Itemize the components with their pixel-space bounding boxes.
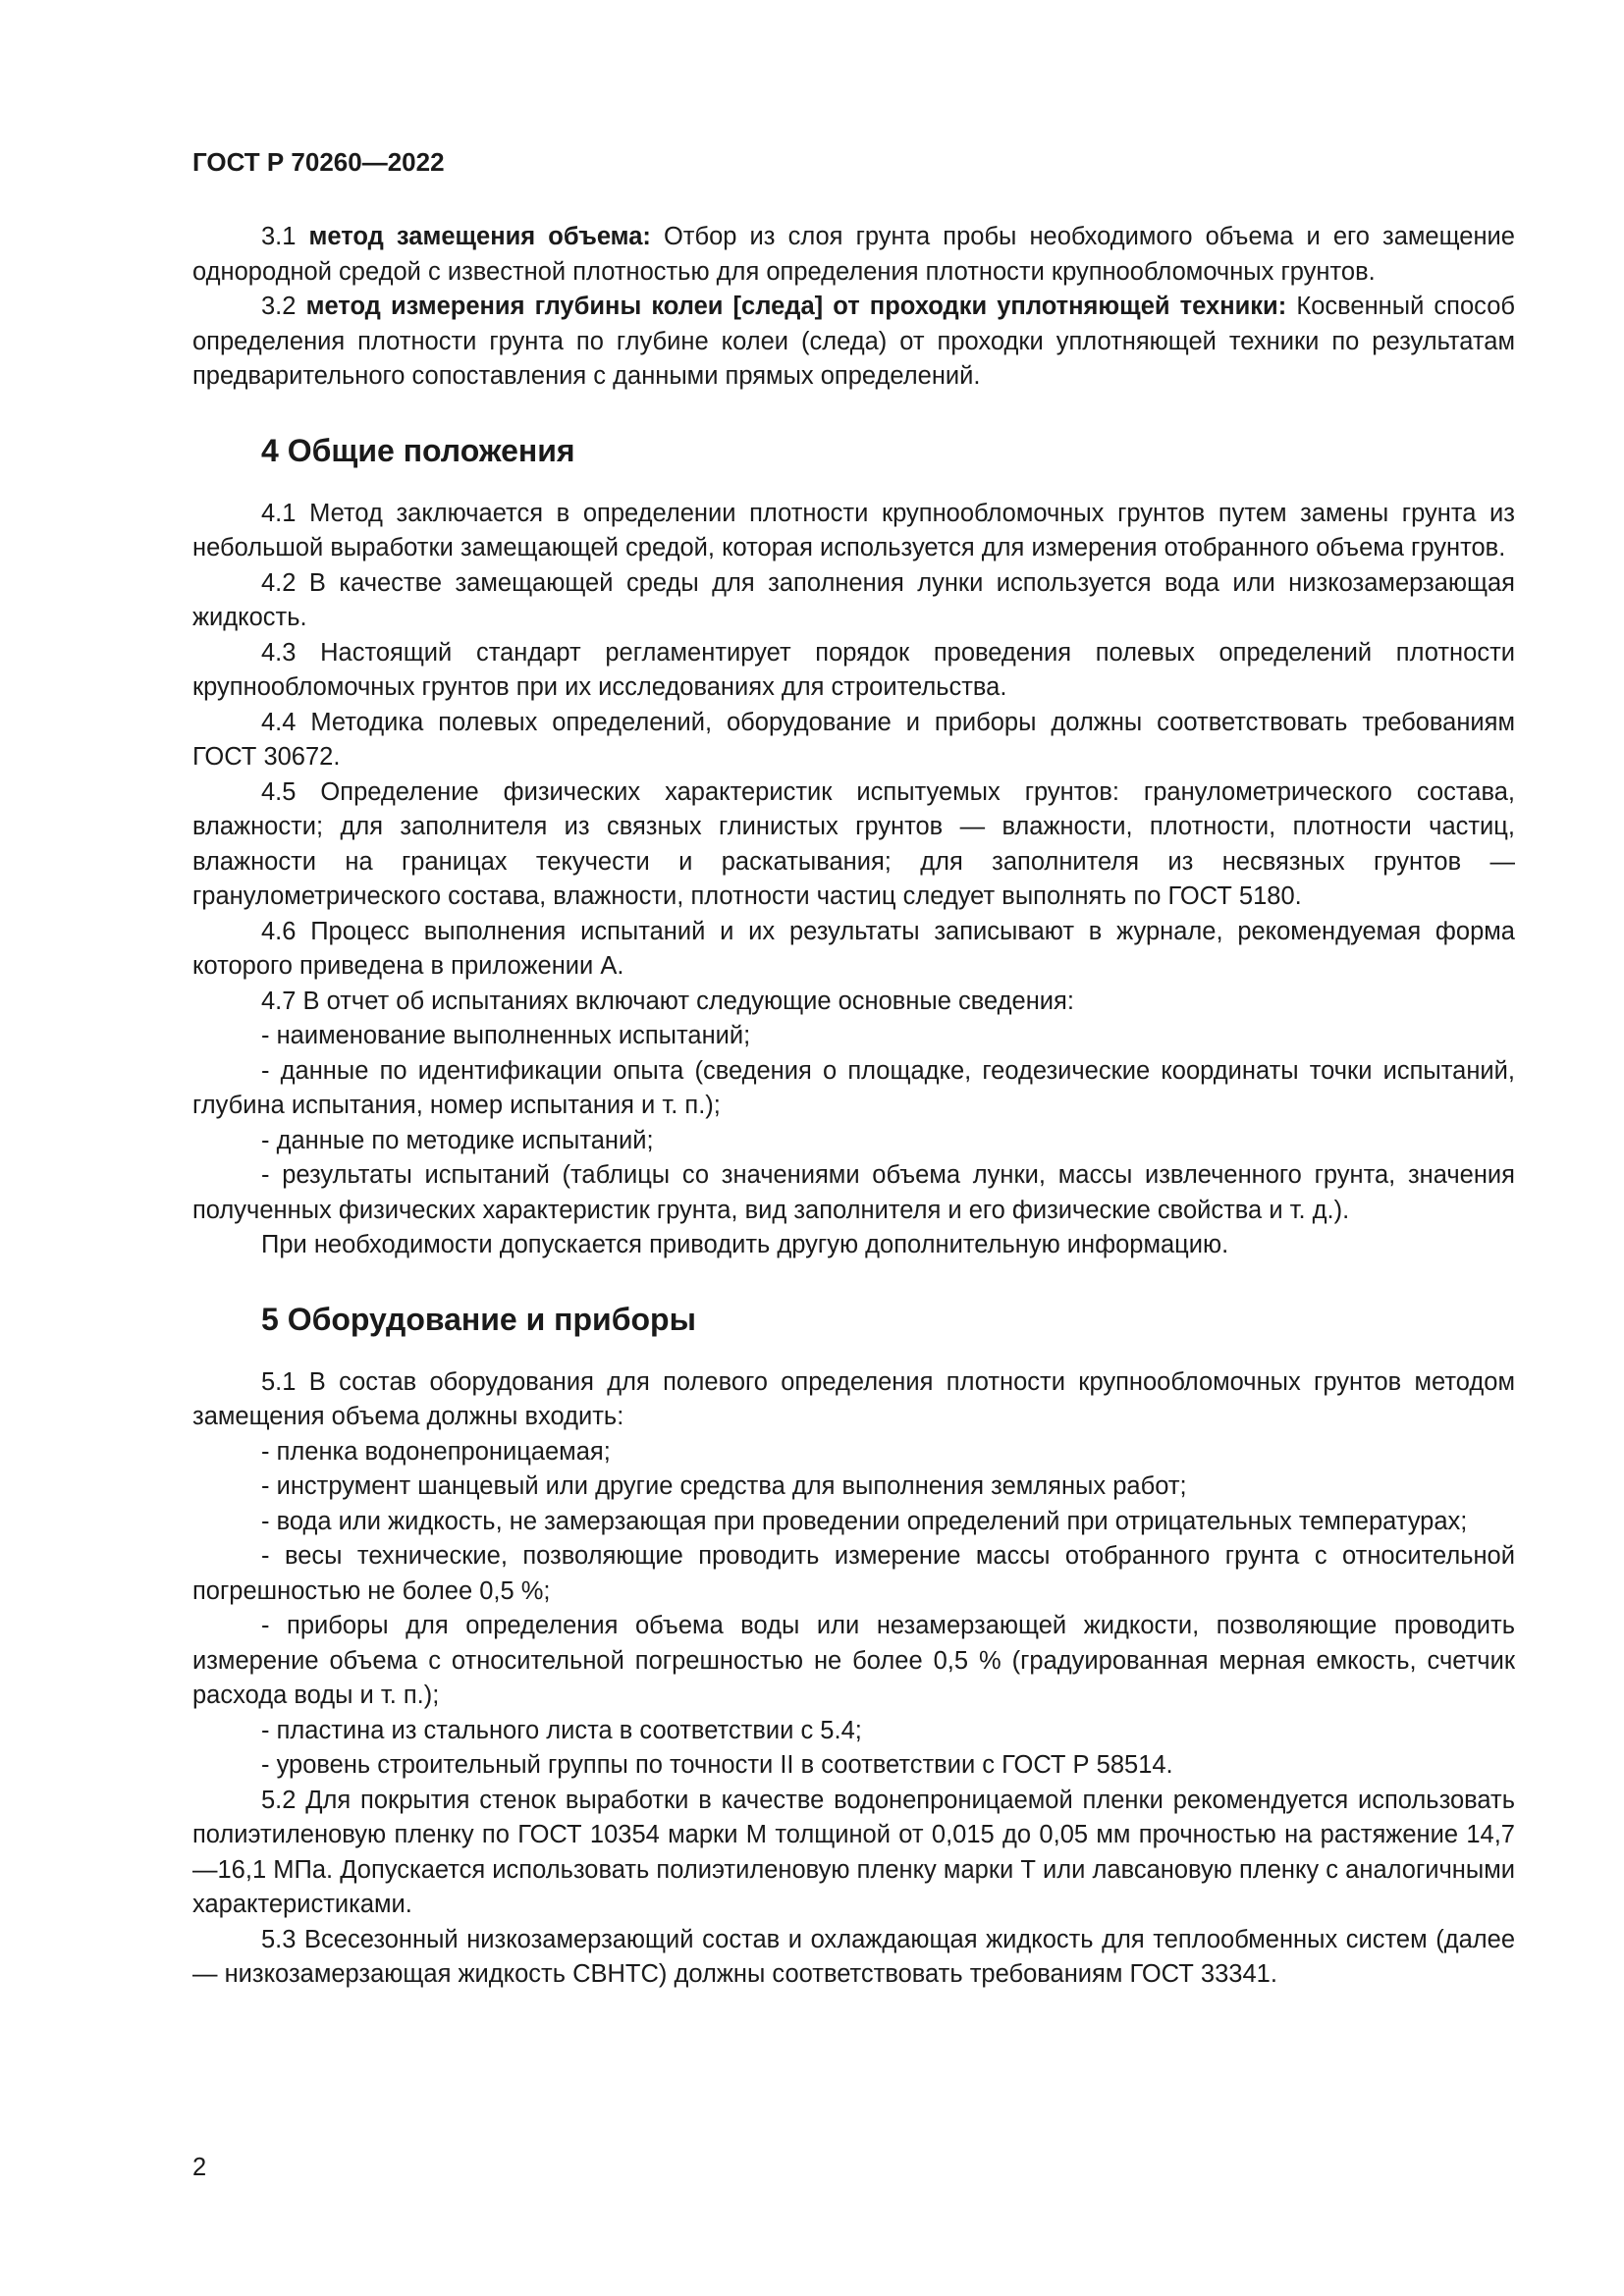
definition-3-2: [192, 290, 1515, 395]
list-item: - наименование выполненных испытаний;: [261, 1022, 751, 1049]
list-item: - пластина из стального листа в соответствии с 5.4;: [261, 1716, 862, 1744]
clause-4-7: 4.7 В отчет об испытаниях включают следующие основные сведения:: [261, 987, 1074, 1015]
clause-4-5: 4.5 Определение физических характеристик испытуемых грунтов: гранулометрического состава, влажности; для заполнителя из связных глинистых грунтов — влажности, плотности, плотности частиц, влажности на границах текучести и раскатывания; для заполнителя из несвязных грунтов — гранулометрического состава, влажности, плотности частиц следует выполнять по ГОСТ 5180.: [192, 777, 1515, 910]
list-item: - данные по идентификации опыта (сведения о площадке, геодезические координаты точки испытаний, глубина испытания, номер испытания и т. п.);: [192, 1056, 1515, 1119]
term: метод измерения глубины колеи [следа] от проходки уплотняющей техники:: [305, 293, 1287, 320]
page-number: 2: [192, 2154, 207, 2181]
clause-5-1: 5.1 В состав оборудования для полевого определения плотности крупнообломочных грунтов методом замещения объема должны входить:: [192, 1367, 1515, 1430]
document-header: ГОСТ Р 70260—2022: [192, 147, 445, 177]
clause-4-2: 4.2 В качестве замещающей среды для заполнения лунки используется вода или низкозамерзающая жидкость.: [192, 568, 1515, 631]
list-item: - весы технические, позволяющие проводить измерение массы отобранного грунта с относительной погрешностью не более 0,5 %;: [192, 1542, 1515, 1605]
section-5-title: 5 Оборудование и приборы: [261, 1301, 696, 1337]
clause-4-6: 4.6 Процесс выполнения испытаний и их результаты записывают в журнале, рекомендуемая форма которого приведена в приложении А.: [192, 917, 1515, 980]
clause-number: 3.1: [261, 223, 297, 250]
clause-5-2: 5.2 Для покрытия стенок выработки в качестве водонепроницаемой пленки рекомендуется использовать полиэтиленовую пленку по ГОСТ 10354 марки М толщиной от 0,015 до 0,05 мм прочностью на растяжение 14,7—16,1 МПа. Допускается использовать полиэтиленовую пленку марки Т или лавсановую пленку с аналогичными характеристиками.: [192, 1786, 1515, 1918]
list-item: - приборы для определения объема воды или незамерзающей жидкости, позволяющие проводить измерение объема с относительной погрешностью не более 0,5 % (градуированная мерная емкость, счетчик расхода воды и т. п.);: [192, 1612, 1515, 1709]
page-content: [192, 220, 1515, 1993]
list-item: - пленка водонепроницаемая;: [261, 1437, 611, 1466]
list-item: - уровень строительный группы по точности II в соответствии с ГОСТ Р 58514.: [261, 1751, 1173, 1779]
clause-number: 3.2: [261, 293, 297, 320]
clause-4-4: 4.4 Методика полевых определений, оборудование и приборы должны соответствовать требованиям ГОСТ 30672.: [192, 708, 1515, 771]
definition-3-1: [192, 220, 1515, 290]
term: метод замещения объема:: [308, 223, 651, 250]
definition-text: Отбор из слоя грунта пробы необходимого объема и его замещение однородной средой с известной плотностью для определения плотности крупнообломочных грунтов.: [192, 223, 1515, 286]
list-item: - инструмент шанцевый или другие средства для выполнения земляных работ;: [261, 1472, 1187, 1500]
definition-text: Косвенный способ определения плотности грунта по глубине колеи (следа) от проходки уплотняющей техники по результатам предварительного сопоставления с данными прямых определений.: [192, 293, 1515, 390]
list-item: - вода или жидкость, не замерзающая при проведении определений при отрицательных температурах;: [261, 1507, 1468, 1535]
list-item: - результаты испытаний (таблицы со значениями объема лунки, массы извлеченного грунта, значения полученных физических характеристик грунта, вид заполнителя и его физические свойства и т. д.).: [192, 1161, 1515, 1224]
clause-4-3: 4.3 Настоящий стандарт регламентирует порядок проведения полевых определений плотности крупнообломочных грунтов при их исследованиях для строительства.: [192, 638, 1515, 701]
clause-4-1: 4.1 Метод заключается в определении плотности крупнообломочных грунтов путем замены грунта из небольшой выработки замещающей средой, которая используется для измерения отобранного объема грунтов.: [192, 499, 1515, 561]
list-item: - данные по методике испытаний;: [261, 1126, 654, 1154]
note-paragraph: При необходимости допускается приводить другую дополнительную информацию.: [261, 1231, 1229, 1258]
section-4-title: 4 Общие положения: [261, 432, 575, 468]
clause-5-3: 5.3 Всесезонный низкозамерзающий состав и охлаждающая жидкость для теплообменных систем (далее — низкозамерзающая жидкость СВНТС) должны соответствовать требованиям ГОСТ 33341.: [192, 1925, 1515, 1988]
